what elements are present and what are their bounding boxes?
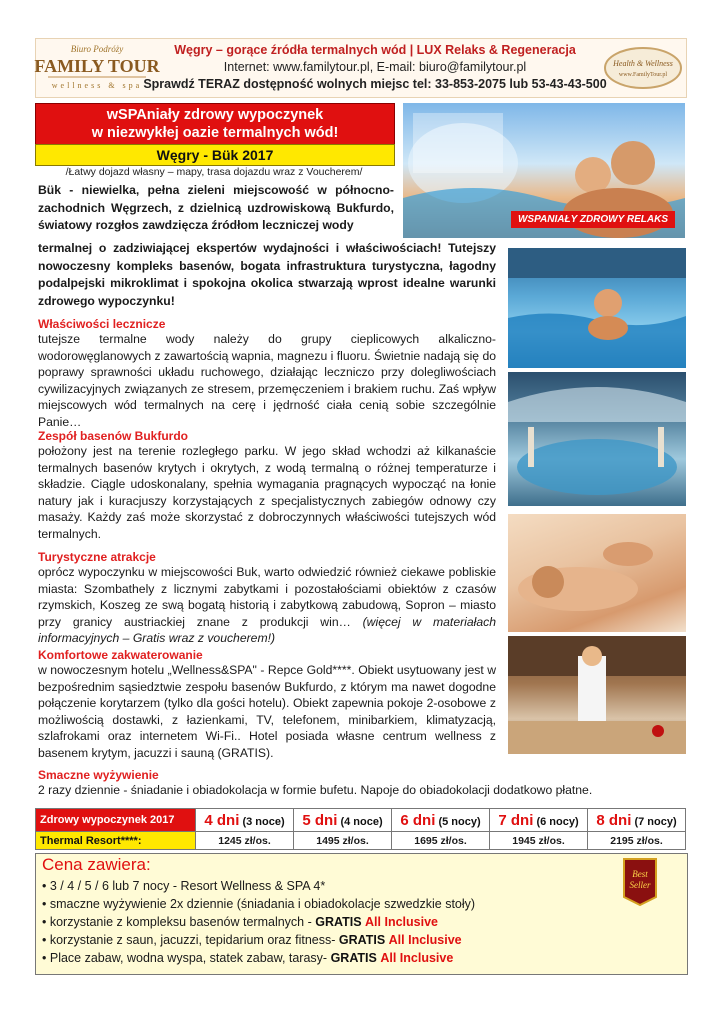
destination-title: Węgry - Bük 2017: [35, 144, 395, 166]
svg-text:wellness & spa: wellness & spa: [51, 81, 143, 90]
duration-cell: [588, 809, 686, 832]
section-heading-food: Smaczne wyżywienie: [38, 768, 159, 782]
includes-item-text: 3 / 4 / 5 / 6 lub 7 nocy - Resort Wellness & SPA 4*: [49, 879, 326, 893]
health-wellness-badge: [603, 44, 683, 92]
photo-massage: [508, 514, 686, 632]
gratis-label: GRATIS: [315, 915, 362, 929]
photo-indoor-thermal-pool: [508, 372, 686, 506]
price-cell: 1245 zł/os.: [196, 832, 294, 850]
includes-item-text: korzystanie z kompleksu basenów termalnych -: [49, 915, 316, 929]
section-text-properties: tutejsze termalne wody należy do grupy cieplicowych alkaliczno-wodorowęglanowych z zawartością wapnia, magnezu i fluoru. Świetnie nadają się do poprawy sprawności układu ruchowego, działając leczniczo przy dolegliwościach cywilizacyjnych związanych ze stresem, przemęczeniem i brakiem ruchu. Zaś wpływ miejscowych wód termalnych na cerę i jędrność ciała cenią sobie szczególnie Panie…: [38, 332, 496, 429]
all-inclusive-label: All Inclusive: [388, 933, 462, 947]
header-slogan: Węgry – gorące źródła termalnych wód | LUX Relaks & Regeneracja: [174, 43, 576, 57]
hero-photo-couple-spa: [403, 103, 685, 238]
gratis-label: GRATIS: [330, 951, 377, 965]
price-cell: 1945 zł/os.: [490, 832, 588, 850]
price-cell: 1495 zł/os.: [294, 832, 392, 850]
section-heading-attractions: Turystyczne atrakcje: [38, 550, 156, 564]
duration-nights: (4 noce): [340, 815, 383, 828]
duration-days: 7 dni: [498, 811, 534, 829]
family-tour-logo: [34, 40, 160, 92]
duration-days: 8 dni: [596, 811, 632, 829]
price-table: [35, 808, 686, 850]
price-table-price-row: [36, 832, 686, 850]
svg-text:Biuro Podróży: Biuro Podróży: [70, 44, 124, 54]
svg-text:Health & Wellness: Health & Wellness: [613, 59, 673, 68]
includes-item: • korzystanie z saun, jacuzzi, tepidarium oraz fitness- GRATIS All Inclusive: [42, 933, 462, 947]
duration-nights: (7 nocy): [634, 815, 677, 828]
all-inclusive-label: All Inclusive: [365, 915, 438, 929]
duration-cell: [392, 809, 490, 832]
duration-cell: [490, 809, 588, 832]
section-text-attractions: [38, 564, 496, 647]
section-text-food: 2 razy dziennie - śniadanie i obiadokolacja w formie bufetu. Napoje do obiadokolacji dodatkowo płatne.: [38, 783, 593, 797]
duration-days: 4 dni: [204, 811, 240, 829]
includes-item: • korzystanie z kompleksu basenów termalnych - GRATIS All Inclusive: [42, 915, 438, 929]
duration-nights: (6 nocy): [536, 815, 579, 828]
duration-nights: (3 noce): [242, 815, 285, 828]
indoor-pool-illustration: [508, 372, 686, 506]
all-inclusive-label: All Inclusive: [380, 951, 454, 965]
photo-woman-in-pool: [508, 248, 686, 368]
price-table-label: Zdrowy wypoczynek 2017: [36, 809, 196, 832]
duration-nights: (5 nocy): [438, 815, 481, 828]
attractions-note: (więcej w materiałach informacyjnych – Gratis wraz z voucherem!): [38, 614, 497, 645]
includes-item-text: smaczne wyżywienie 2x dziennie (śniadania i obiadokolacje szwedzkie stoły): [49, 897, 476, 911]
title-line-2: w niezwykłej oazie termalnych wód!: [91, 125, 339, 141]
section-text-pools: położony jest na terenie rozległego parku. W jego skład wchodzi aż kilkanaście termalnych basenów krytych i okrytych, z wodą termalną o różnej temperaturze i składzie. Ciągle udoskonalany, spełnia wymagania pragnących wypocząć na łonie natury jak i kuracjuszy korzystających z specjalistycznych zabiegów odnowy czy masaży. Każdy zaś może skorzystać z dobroczynnych właściwości tutejszych wód termalnych.: [38, 444, 496, 541]
price-cell: 2195 zł/os.: [588, 832, 686, 850]
includes-item: • 3 / 4 / 5 / 6 lub 7 nocy - Resort Wellness & SPA 4*: [42, 879, 326, 893]
travel-subtitle: /Łatwy dojazd własny – mapy, trasa dojazdu wraz z Voucherem/: [65, 166, 363, 178]
restaurant-photo-illustration: [508, 636, 686, 754]
includes-item: • smaczne wyżywienie 2x dziennie (śniadania i obiadokolacje szwedzkie stoły): [42, 897, 476, 911]
header-contact: Internet: www.familytour.pl, E-mail: biuro@familytour.pl: [223, 60, 527, 74]
title-line-1: wSPAniały zdrowy wypoczynek: [106, 107, 324, 123]
photo-hotel-restaurant: [508, 636, 686, 754]
massage-photo-illustration: [508, 514, 686, 632]
best-seller-badge: [620, 857, 660, 907]
svg-text:www.FamilyTour.pl: www.FamilyTour.pl: [618, 72, 668, 78]
photo-tag: WSPANIAŁY ZDROWY RELAKS: [511, 211, 675, 228]
svg-text:Seller: Seller: [629, 880, 651, 890]
section-heading-pools: Zespół basenów Bukfurdo: [38, 429, 189, 443]
price-table-hotel: Thermal Resort****:: [36, 832, 196, 850]
pool-photo-illustration: [508, 248, 686, 368]
title-box: [35, 103, 395, 145]
section-heading-accommodation: Komfortowe zakwaterowanie: [38, 648, 203, 662]
duration-cell: [294, 809, 392, 832]
price-table-header-row: [36, 809, 686, 832]
header-phone: Sprawdź TERAZ dostępność wolnych miejsc tel: 33-853-2075 lub 53-43-43-500: [143, 77, 607, 91]
intro-paragraph-2: termalnej o zadziwiającej ekspertów wydajności i właściwościach! Tutejszy nowoczesny kompleks basenów, bogata infrastruktura turystyczna, łagodny podalpejski mikroklimat i spokojna okolica stwarzają wprost idealne warunki zdrowego wypoczynku!: [38, 241, 496, 308]
duration-cell: [196, 809, 294, 832]
section-text-accommodation: w nowoczesnym hotelu „Wellness&SPA" - Repce Gold****. Obiekt usytuowany jest w bezpośrednim sąsiedztwie zespołu basenów Bukfurdo, z którym ma nawet dogodne połączenie korytarzem (tylko dla gości hotelu). Obiekt zapewnia pokoje 2-osobowe z możliwością dostawki, z łazienkami, TV, telefonem, minibarkiem, klimatyzacją, szlafrokami oraz internetem Wi-Fi.. Hotel posiada własne centrum wellness z basenem krytym, jacuzzi i sauną (GRATIS).: [38, 663, 496, 760]
svg-text:Best: Best: [632, 869, 648, 879]
attractions-text: oprócz wypoczynku w miejscowości Buk, warto odwiedzić również ciekawe pobliskie miasta: Szombathely z licznymi zabytkami i pozostałościami obiektów z czasów rzymskich, Koszeg ze swą bogatą historią i zabytkową zabudową, Sopron – miasto przy granicy austriackiej znane z produkcji win…: [38, 565, 496, 629]
section-heading-properties: Właściwości lecznicze: [38, 317, 166, 331]
svg-text:FAMILY TOUR: FAMILY TOUR: [34, 56, 160, 76]
duration-days: 5 dni: [302, 811, 338, 829]
intro-paragraph-1: Bük - niewielka, pełna zieleni miejscowość w północno-zachodnich Węgrzech, z dzielnicą uzdrowiskową Bukfurdo, światowy rozgłos zawdzięcza źródłom leczniczej wody: [38, 183, 394, 232]
gratis-label: GRATIS: [338, 933, 386, 947]
includes-item: • Place zabaw, wodna wyspa, statek zabaw, tarasy- GRATIS All Inclusive: [42, 951, 454, 965]
includes-item-text: korzystanie z saun, jacuzzi, tepidarium oraz fitness-: [49, 933, 339, 947]
includes-item-text: Place zabaw, wodna wyspa, statek zabaw, tarasy-: [49, 951, 331, 965]
price-cell: 1695 zł/os.: [392, 832, 490, 850]
duration-days: 6 dni: [400, 811, 436, 829]
includes-title: Cena zawiera:: [42, 855, 151, 874]
